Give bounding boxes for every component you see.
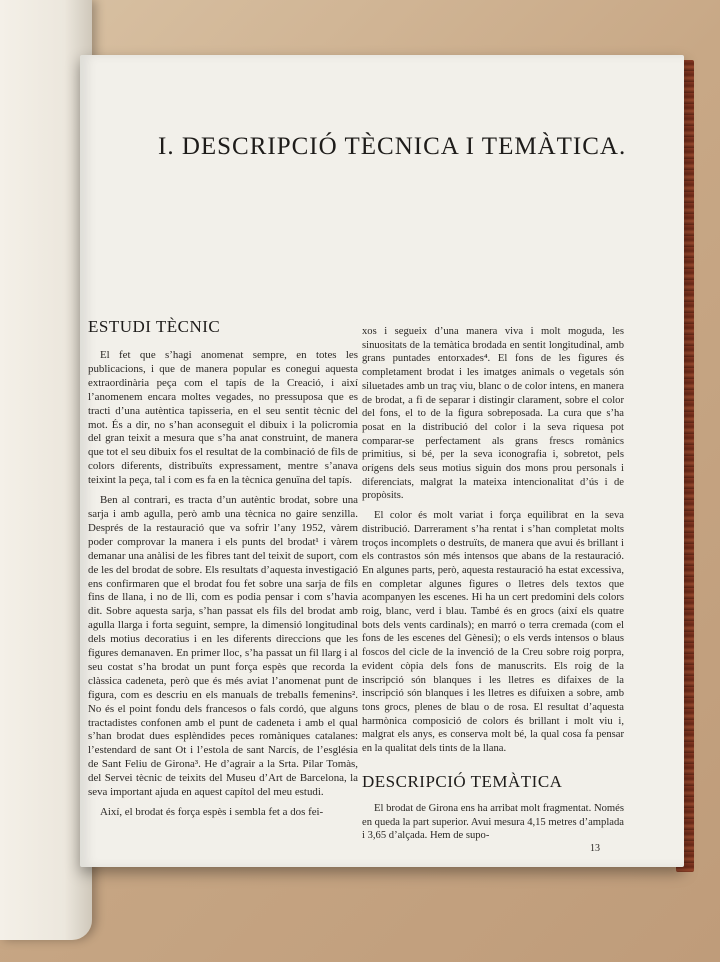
book-page xyxy=(80,55,684,867)
right-column xyxy=(362,325,624,849)
page-number: 13 xyxy=(590,843,600,854)
left-column xyxy=(88,317,358,826)
paragraph: El fet que s’hagi anomenat sempre, en totes les publicacions, i que de manera popular es conegui aquesta extraordinària peça com el tapís de la Creació, i així l’anomenem encara moltes vegades, no pressuposa que es tracti d’una autèntica tapisseria, en el seu sentit tècnic del mot. És a dir, no s’han aconseguit el dibuix i la policromia del gran teixit a mesura que s’ha anat construint, de manera que tot el seu dibuix fos el resultat de la combinació de fils de colors diferents, distribuïts expressament, mentre s’anava teixint la peça, tal i com es fa en la tècnica genuïna del tapís. xyxy=(88,349,358,487)
section-heading-estudi-tecnic: ESTUDI TÈCNIC xyxy=(88,317,221,336)
paragraph: xos i segueix d’una manera viva i molt moguda, les sinuositats de la temàtica brodada en sentit longitudinal, amb grans puntades entorxades⁴. El fons de les figures és completament brodat i les imatges animals o vegetals són siluetades amb un traç viu, blanc o de color intens, en manera de brodat, a fi de separar i distingir clarament, sobre el color del fons, el to de la figura sobreposada. La cura que s’ha posat en la distribució del color i la seva riquesa pot comparar-se perfectament als grans frescs romànics primitius, si bé, per la seva iconografia i, sobretot, pels orígens dels seus motius siguin dos mons prou personals i diferenciats, malgrat la mateixa intencionalitat d’ús i de propòsits. xyxy=(362,326,624,502)
section-heading-descripcio-tematica: DESCRIPCIÓ TEMÀTICA xyxy=(362,771,563,791)
paragraph: Així, el brodat és força espès i sembla fet a dos fei- xyxy=(100,806,324,818)
page-title: I. DESCRIPCIÓ TÈCNICA I TEMÀTICA. xyxy=(158,133,627,160)
previous-page-edge xyxy=(0,0,92,940)
paragraph: El brodat de Girona ens ha arribat molt fragmentat. Només en queda la part superior. Avui mesura 4,15 metres d’amplada i 3,65 d’alçada. Hem de supo- xyxy=(362,802,624,842)
paragraph: Ben al contrari, es tracta d’un autèntic brodat, sobre una sarja i amb agulla, però amb una tècnica no gaire senzilla. Després de la restauració que va sofrir l’any 1952, vàrem poder comprovar la manera i els punts del brodat¹ i vàrem demanar una anàlisi de les fibres tant del teixit de suport, com de les del brodat de sobre. Els resultats d’aquesta investigació ens confirmaren que el brodat fou fet sobre una sarja de fils fins de llana, i no de lli, com es podia pensar i com s’havia dit. Sobre aquesta sarja, s’han passat els fils del brodat amb agulla llarga i forta seguint, sempre, la dimensió longitudinal dels motius decoratius i en les diferents direccions que les figures demanaven. En primer lloc, s’ha passat un fil llarg i al seu costat s’ha brodat un punt força espès que recorda la clàssica cadeneta, però que és més aviat l’anomenat punt de figura, com es descriu en els manuals de treballs femenins². No és el point fondu dels francesos o fals cordó, que alguns tractadistes confonen amb el punt de cadeneta i amb el qual s’han brodat dues esplèndides peces romàniques catalanes: l’estendard de sant Ot i l’estola de sant Narcís, de l’església de Sant Feliu de Girona³. He d’agrair a la Srta. Pilar Tomàs, del Servei tècnic de teixits del Museu d’Art de Barcelona, la seva important ajuda en aquest capítol del meu estudi. xyxy=(88,494,358,799)
paragraph: El color és molt variat i força equilibrat en la seva distribució. Darrerament s’ha rentat i s’han completat molts troços incomplets o destruïts, de manera que avui és brillant i els contrastos són més intensos que abans de la restauració. En algunes parts, però, aquesta restauració ha estat excessiva, en completar algunes figures o lletres dels textos que acompanyen les escenes. Hi ha un cert predomini dels colors roig, blanc, verd i blau. També és en grocs (així els quatre bots dels vents cardinals); en marró o terra cremada (com el fons de les escenes del Gènesi); o els verds intensos o blaus foscos del cicle de la invenció de la Creu sobre roig porpra, evident còpia dels fons de manuscrits. Els roig de la inscripció són blanques i les lletres es difaixes de la inscripció són blanques i les lletres es difuixen a sobre, amb tons grocs, plenes de blau o de rosa. El resultat d’aquesta harmònica composició de colors és brillant i molt viu i, malgrat els anys, es conserva molt bé, la qual cosa fa pensar en la qualitat dels tints de la llana. xyxy=(362,510,624,755)
